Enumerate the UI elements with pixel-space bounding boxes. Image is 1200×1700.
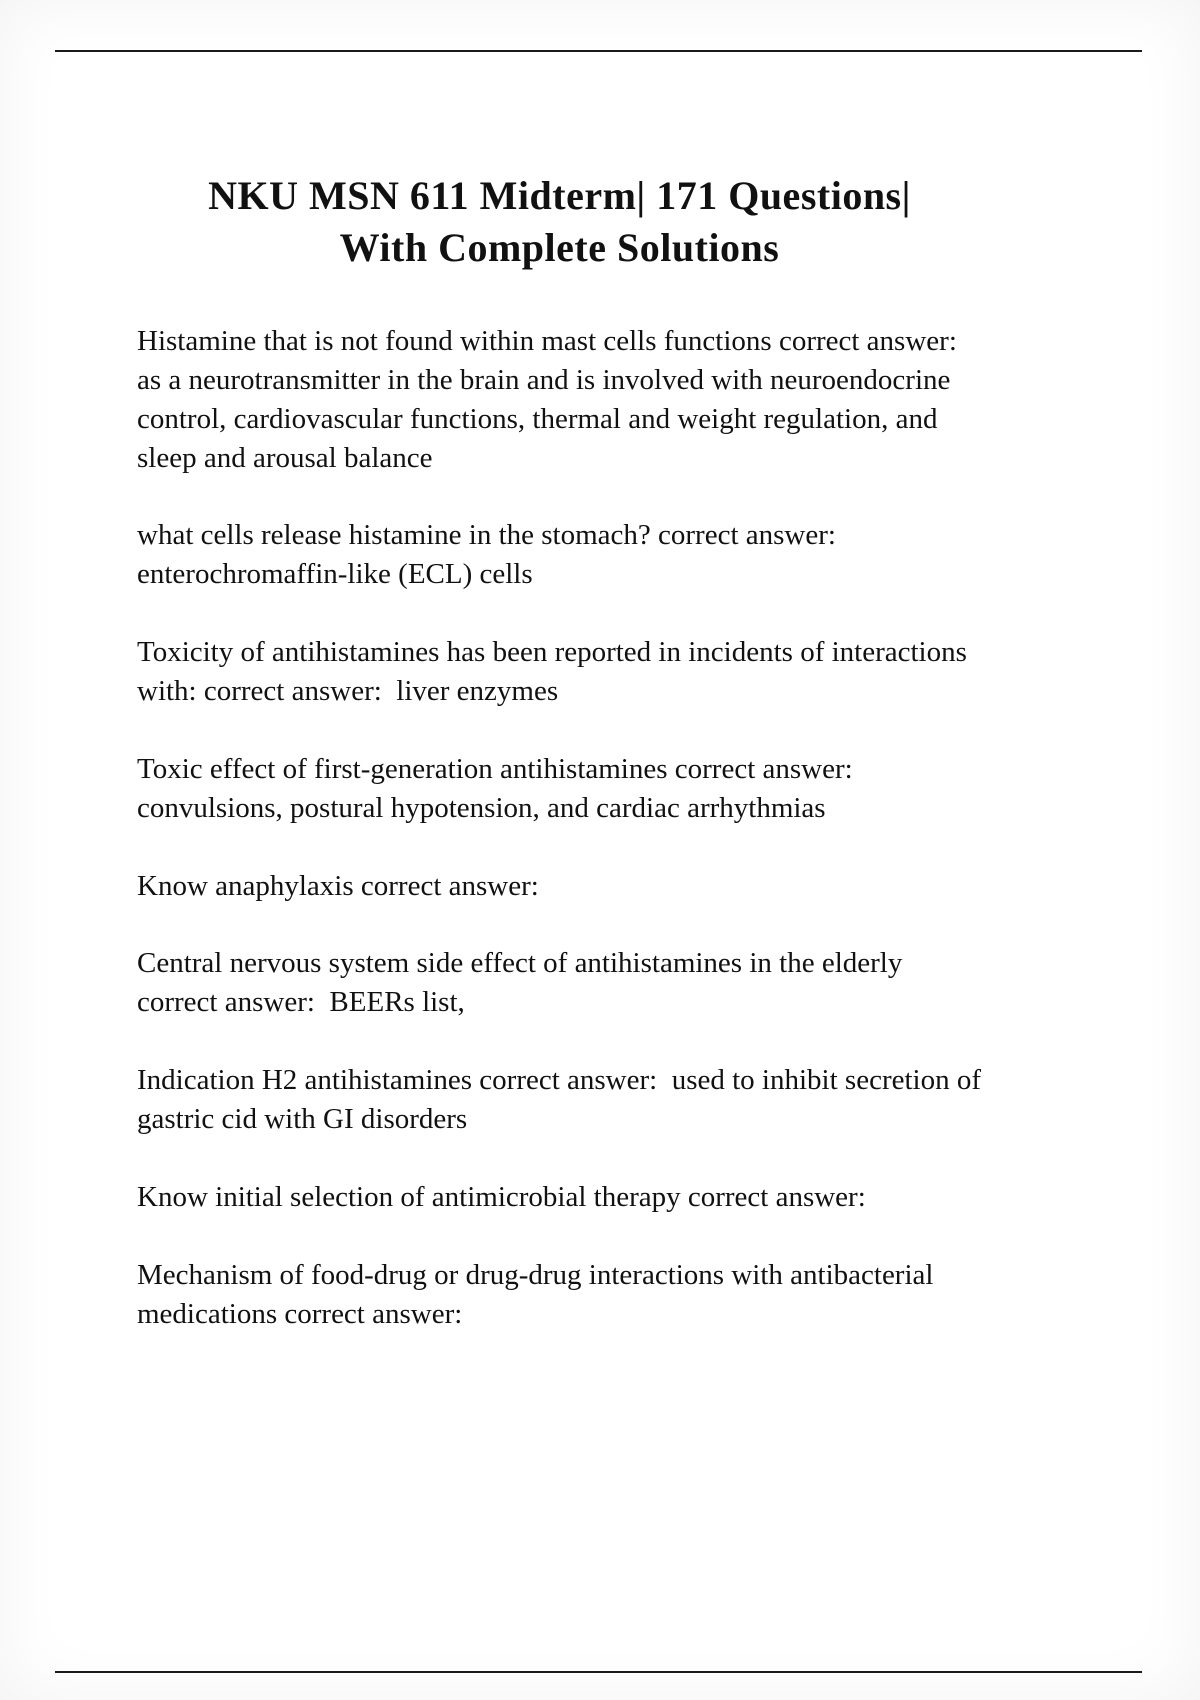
page-title-line-1: NKU MSN 611 Midterm| 171 Questions|: [208, 173, 911, 218]
bottom-rule: [55, 1671, 1142, 1673]
qa-paragraph: Toxicity of antihistamines has been reported in incidents of interactions with: correct answer: liver enzymes: [137, 636, 975, 708]
qa-paragraph: Central nervous system side effect of antihistamines in the elderly correct answer: BEERs list,: [137, 947, 910, 1019]
qa-paragraph: Histamine that is not found within mast cells functions correct answer: as a neurotransmitter in the brain and is involved with neuroendocrine control, cardiovascular functions, thermal and weight regulation, and sleep and arousal balance: [137, 325, 972, 474]
document-content: [137, 170, 989, 1372]
qa-paragraph: Toxic effect of first-generation antihistamines correct answer: convulsions, postural hypotension, and cardiac arrhythmias: [137, 752, 860, 824]
qa-paragraph: Know anaphylaxis correct answer:: [137, 869, 539, 902]
top-rule: [55, 50, 1142, 52]
qa-paragraph: what cells release histamine in the stomach? correct answer: enterochromaffin-like (ECL) cells: [137, 519, 844, 591]
qa-paragraph: Know initial selection of antimicrobial therapy correct answer:: [137, 1180, 866, 1213]
qa-paragraph: Mechanism of food-drug or drug-drug interactions with antibacterial medications correct answer:: [137, 1258, 941, 1330]
page-title-line-2: With Complete Solutions: [339, 225, 780, 270]
qa-paragraph: Indication H2 antihistamines correct answer: used to inhibit secretion of gastric cid with GI disorders: [137, 1064, 989, 1136]
page-title: [137, 170, 982, 274]
